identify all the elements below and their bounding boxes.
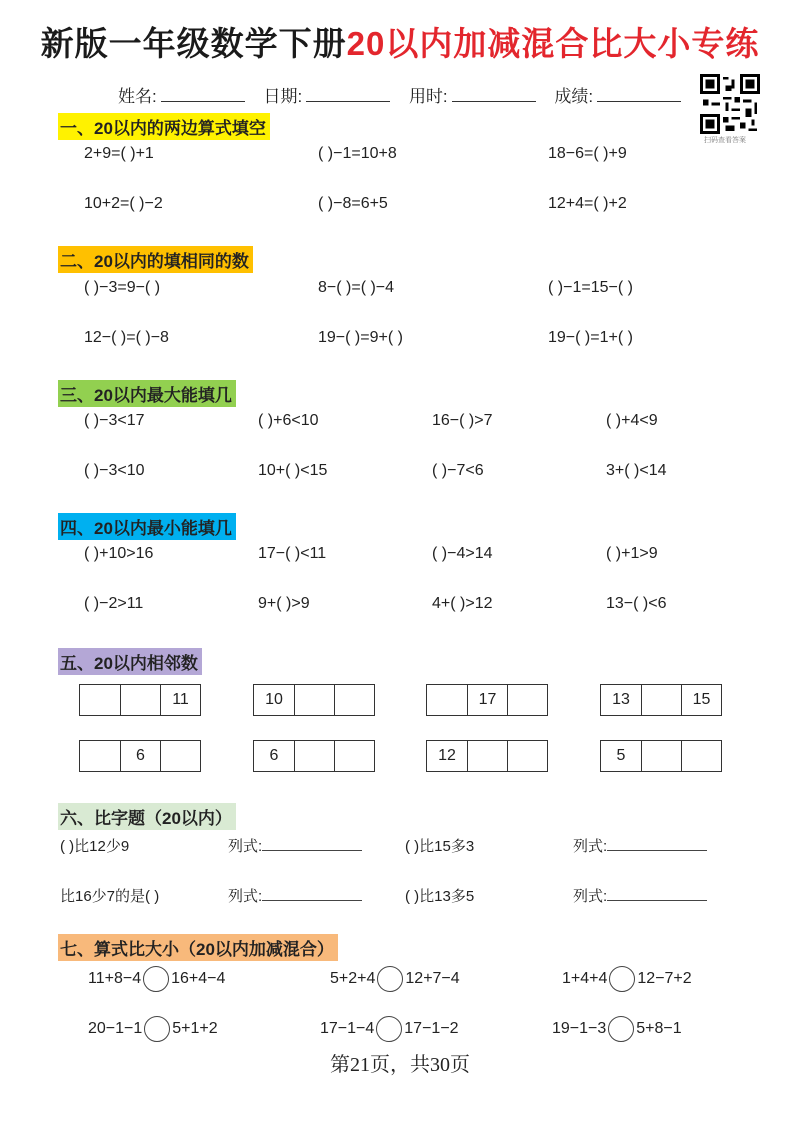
s3-q7: ( )−7<6 (432, 462, 484, 479)
s6-q4: ( )比13多5 (405, 888, 475, 905)
right-expr: 12−7+2 (637, 970, 692, 988)
time-label: 用时: (408, 87, 448, 106)
neighbor-cell[interactable]: 17 (467, 685, 507, 715)
s2-q4: 12−( )=( )−8 (84, 329, 169, 346)
neighbor-cell[interactable] (641, 741, 681, 771)
s6-q1: ( )比12少9 (60, 838, 130, 855)
name-blank[interactable] (161, 87, 245, 102)
neighbor-boxes-1 (79, 684, 201, 716)
neighbor-cell[interactable]: 6 (120, 741, 160, 771)
neighbor-boxes-7 (426, 740, 548, 772)
qr-caption: 扫码查看答案 (704, 137, 746, 144)
neighbor-cell[interactable] (334, 741, 374, 771)
s6-formula-1 (228, 835, 362, 856)
neighbor-cell[interactable] (120, 685, 160, 715)
score-blank[interactable] (597, 87, 681, 102)
neighbor-cell[interactable] (467, 741, 507, 771)
compare-circle[interactable] (144, 1016, 170, 1042)
right-expr: 5+1+2 (172, 1020, 218, 1038)
neighbor-boxes-5 (79, 740, 201, 772)
section-5-header (58, 648, 202, 675)
s4-q3: ( )−4>14 (432, 545, 493, 562)
section-2-title: 二、20以内的填相同的数 (60, 252, 249, 271)
section-4-header (58, 513, 236, 540)
section-7-title: 七、算式比大小（20以内加减混合） (60, 940, 334, 959)
formula-label: 列式: (228, 888, 263, 905)
s3-q5: ( )−3<10 (84, 462, 145, 479)
s2-q6: 19−( )=1+( ) (548, 329, 633, 346)
compare-circle[interactable] (143, 966, 169, 992)
s7-q2 (330, 966, 460, 992)
section-4-title: 四、20以内最小能填几 (60, 519, 232, 538)
student-info (118, 82, 681, 107)
left-expr: 5+2+4 (330, 970, 376, 988)
s2-q2: 8−( )=( )−4 (318, 279, 395, 296)
title-part2: 20以内加减混合比大小专练 (346, 25, 760, 62)
s7-q5 (320, 1016, 459, 1042)
s6-formula-4 (573, 885, 707, 906)
s7-q6 (552, 1016, 682, 1042)
formula-label: 列式: (573, 888, 608, 905)
s3-q3: 16−( )>7 (432, 412, 493, 429)
neighbor-cell[interactable] (507, 741, 547, 771)
neighbor-boxes-3 (426, 684, 548, 716)
s7-q1 (88, 966, 225, 992)
s1-q6: 12+4=( )+2 (548, 195, 627, 212)
section-5-title: 五、20以内相邻数 (60, 654, 198, 673)
s3-q6: 10+( )<15 (258, 462, 328, 479)
right-expr: 17−1−2 (404, 1020, 459, 1038)
s4-q8: 13−( )<6 (606, 595, 667, 612)
neighbor-cell[interactable]: 12 (438, 747, 456, 764)
neighbor-cell[interactable]: 13 (612, 691, 630, 708)
neighbor-cell[interactable] (334, 685, 374, 715)
neighbor-cell[interactable] (507, 685, 547, 715)
formula-label: 列式: (573, 838, 608, 855)
formula-blank[interactable] (262, 888, 362, 901)
neighbor-cell[interactable] (160, 741, 200, 771)
compare-circle[interactable] (608, 1016, 634, 1042)
neighbor-boxes-8 (600, 740, 722, 772)
section-1-title: 一、20以内的两边算式填空 (60, 119, 266, 138)
neighbor-cell[interactable] (80, 741, 120, 771)
s6-formula-3 (228, 885, 362, 906)
formula-label: 列式: (228, 838, 263, 855)
s1-q5: ( )−8=6+5 (318, 195, 388, 212)
neighbor-boxes-4 (600, 684, 722, 716)
section-3-title: 三、20以内最大能填几 (60, 386, 232, 405)
right-expr: 12+7−4 (405, 970, 460, 988)
s2-q1: ( )−3=9−( ) (84, 279, 161, 296)
neighbor-cell[interactable]: 6 (269, 747, 279, 764)
right-expr: 16+4−4 (171, 970, 226, 988)
score-label: 成绩: (554, 87, 594, 106)
name-label: 姓名: (118, 87, 157, 106)
qr-code-icon (700, 74, 760, 134)
s3-q4: ( )+4<9 (606, 412, 658, 429)
s7-q3 (562, 966, 692, 992)
s4-q7: 4+( )>12 (432, 595, 493, 612)
s1-q3: 18−6=( )+9 (548, 145, 627, 162)
neighbor-cell[interactable]: 11 (160, 685, 200, 715)
neighbor-boxes-2 (253, 684, 375, 716)
s4-q1: ( )+10>16 (84, 545, 154, 562)
compare-circle[interactable] (609, 966, 635, 992)
section-6-title: 六、比字题（20以内） (60, 809, 232, 828)
s4-q6: 9+( )>9 (258, 595, 310, 612)
s6-formula-2 (573, 835, 707, 856)
neighbor-cell[interactable] (294, 741, 334, 771)
neighbor-cell[interactable] (427, 685, 467, 715)
neighbor-cell[interactable] (294, 685, 334, 715)
neighbor-cell[interactable] (681, 741, 721, 771)
neighbor-boxes-6 (253, 740, 375, 772)
left-expr: 11+8−4 (88, 970, 142, 988)
s2-q3: ( )−1=15−( ) (548, 279, 633, 296)
left-expr: 1+4+4 (562, 970, 608, 988)
right-expr: 5+8−1 (636, 1020, 682, 1038)
section-2-header (58, 246, 253, 273)
compare-circle[interactable] (376, 1016, 402, 1042)
neighbor-cell[interactable]: 10 (265, 691, 283, 708)
s6-q3: 比16少7的是( ) (60, 888, 160, 905)
s3-q2: ( )+6<10 (258, 412, 319, 429)
left-expr: 19−1−3 (552, 1020, 607, 1038)
left-expr: 17−1−4 (320, 1020, 375, 1038)
formula-blank[interactable] (607, 888, 707, 901)
s1-q2: ( )−1=10+8 (318, 145, 397, 162)
s4-q4: ( )+1>9 (606, 545, 658, 562)
neighbor-cell[interactable]: 15 (681, 685, 721, 715)
s3-q8: 3+( )<14 (606, 462, 667, 479)
compare-circle[interactable] (377, 966, 403, 992)
left-expr: 20−1−1 (88, 1020, 143, 1038)
date-label: 日期: (263, 87, 303, 106)
section-6-header (58, 803, 236, 830)
s4-q2: 17−( )<11 (258, 545, 327, 562)
formula-blank[interactable] (607, 838, 707, 851)
formula-blank[interactable] (262, 838, 362, 851)
s6-q2: ( )比15多3 (405, 838, 475, 855)
page-footer: 第21页，共30页 (330, 1054, 470, 1076)
s1-q4: 10+2=( )−2 (84, 195, 163, 212)
title-part1: 新版一年级数学下册 (40, 25, 347, 62)
time-blank[interactable] (452, 87, 536, 102)
s2-q5: 19−( )=9+( ) (318, 329, 403, 346)
page-title (0, 18, 800, 65)
neighbor-cell[interactable] (641, 685, 681, 715)
section-7-header (58, 934, 338, 961)
neighbor-cell[interactable] (80, 685, 120, 715)
neighbor-cell[interactable]: 5 (616, 747, 626, 764)
section-3-header (58, 380, 236, 407)
s4-q5: ( )−2>11 (84, 595, 144, 612)
s7-q4 (88, 1016, 218, 1042)
s1-q1: 2+9=( )+1 (84, 145, 154, 162)
section-1-header (58, 113, 270, 140)
s3-q1: ( )−3<17 (84, 412, 145, 429)
date-blank[interactable] (306, 87, 390, 102)
